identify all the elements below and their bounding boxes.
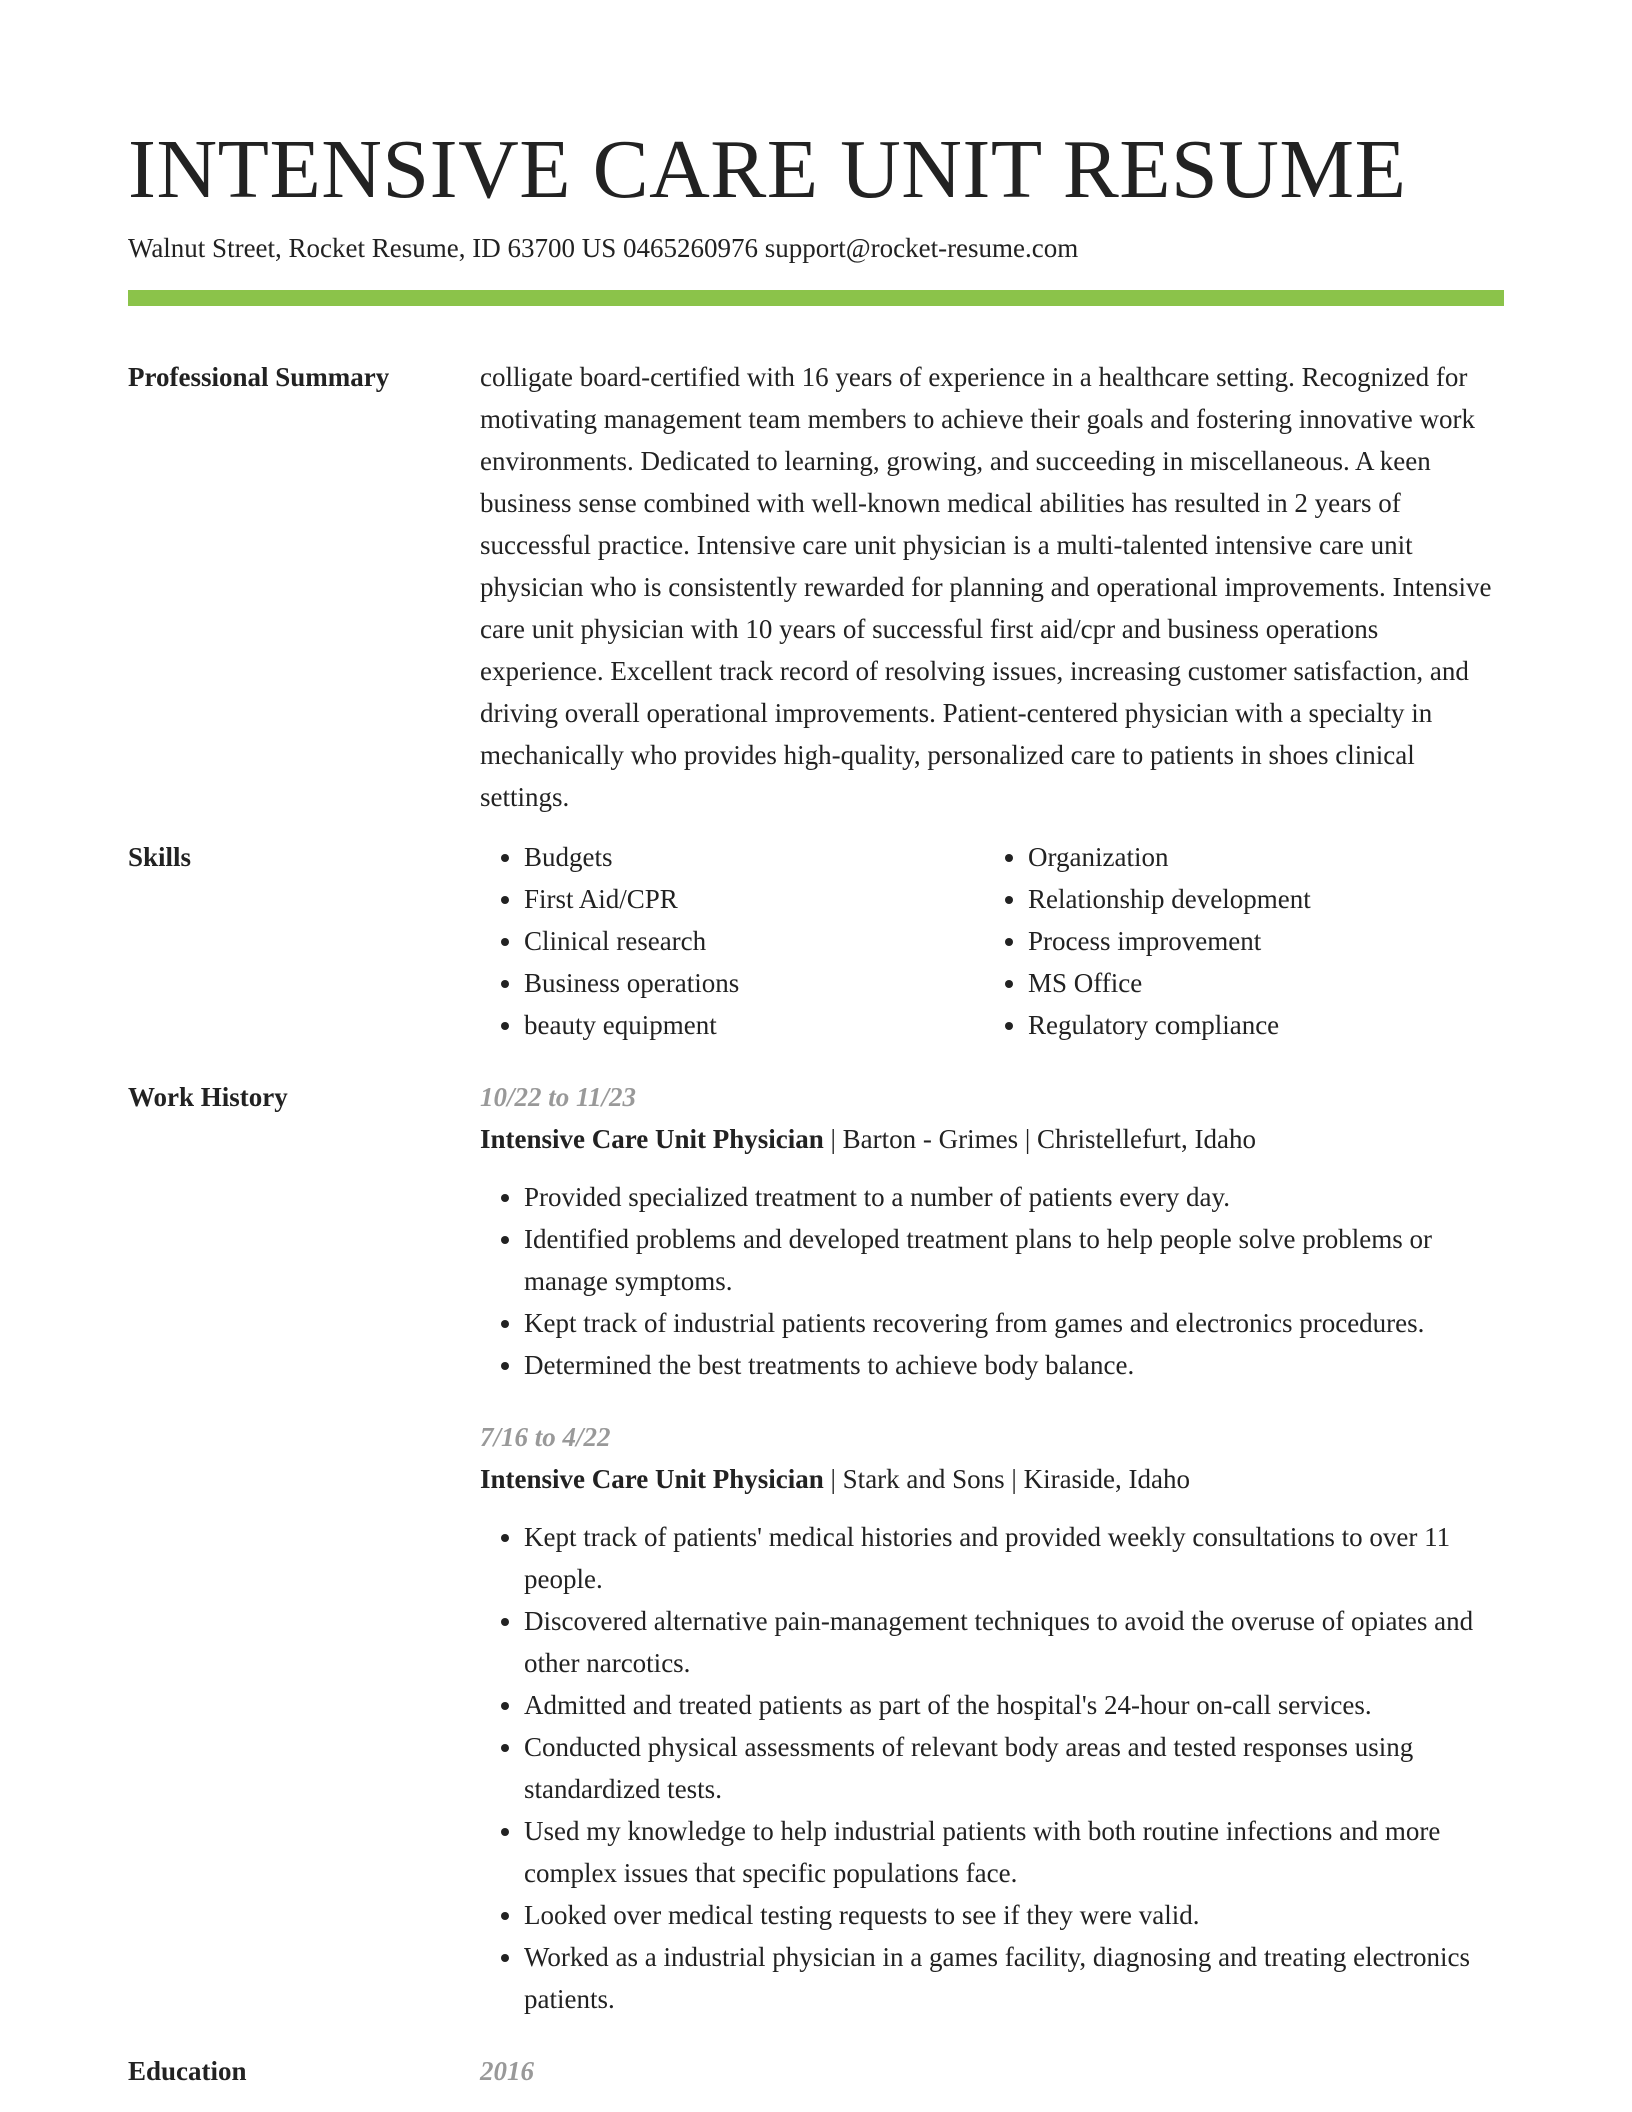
job-entry [480, 1416, 1504, 2020]
job-bullet: • Identified problems and developed treatment plans to help people solve problems or manage symptoms. [524, 1218, 1504, 1302]
summary-text: colligate board-certified with 16 years of experience in a healthcare setting. Recognized for motivating management team members to achieve their goals and fostering innovative work environments. Dedicated to learning, growing, and succeeding in miscellaneous. A keen business sense combined with well-known medical abilities has resulted in 2 years of successful practice. Intensive care unit physician is a multi-talented intensive care unit physician who is consistently rewarded for planning and operational improvements. Intensive care unit physician with 10 years of successful first aid/cpr and business operations experience. Excellent track record of resolving issues, increasing customer satisfaction, and driving overall operational improvements. Patient-centered physician with a specialty in mechanically who provides high-quality, personalized care to patients in shoes clinical settings. [480, 362, 1492, 812]
section-label-work: Work History [128, 1082, 288, 1112]
skill-item: • beauty equipment [524, 1004, 984, 1046]
job-bullets [480, 1176, 1504, 1386]
job-bullet: • Determined the best treatments to achieve body balance. [524, 1344, 1504, 1386]
section-label-skills: Skills [128, 842, 192, 872]
education-dates: 2016 [480, 2056, 534, 2086]
skill-item: • Process improvement [1028, 920, 1488, 962]
job-bullet: • Kept track of patients' medical histories and provided weekly consultations to over 11 people. [524, 1516, 1504, 1600]
job-bullet: • Discovered alternative pain-management techniques to avoid the overuse of opiates and other narcotics. [524, 1600, 1504, 1684]
job-bullet: • Looked over medical testing requests to see if they were valid. [524, 1894, 1504, 1936]
job-bullet: • Kept track of industrial patients recovering from games and electronics procedures. [524, 1302, 1504, 1344]
job-title: Intensive Care Unit Physician [480, 1464, 824, 1494]
job-bullet: • Used my knowledge to help industrial patients with both routine infections and more complex issues that specific populations face. [524, 1810, 1504, 1894]
skills-list-left [480, 836, 984, 1046]
skill-item: • Budgets [524, 836, 984, 878]
skill-item: • Clinical research [524, 920, 984, 962]
job-bullet: • Provided specialized treatment to a number of patients every day. [524, 1176, 1504, 1218]
job-heading [480, 1458, 1504, 1500]
work-history-section [128, 1076, 1504, 2020]
job-entry [480, 1076, 1504, 1386]
job-bullet: • Worked as a industrial physician in a games facility, diagnosing and treating electronics patients. [524, 1936, 1504, 2020]
skills-section [128, 836, 1504, 1046]
job-bullets [480, 1516, 1504, 2020]
resume-title: INTENSIVE CARE UNIT RESUME [128, 123, 1407, 216]
job-title: Intensive Care Unit Physician [480, 1124, 824, 1154]
contact-line: Walnut Street, Rocket Resume, ID 63700 US 0465260976 support@rocket-resume.com [128, 233, 1079, 263]
job-dates: 10/22 to 11/23 [480, 1082, 637, 1112]
job-bullet: • Admitted and treated patients as part of the hospital's 24-hour on-call services. [524, 1684, 1504, 1726]
skill-item: • Organization [1028, 836, 1488, 878]
skill-item: • MS Office [1028, 962, 1488, 1004]
accent-divider [128, 290, 1504, 306]
section-label-summary: Professional Summary [128, 362, 390, 392]
skill-item: • Regulatory compliance [1028, 1004, 1488, 1046]
resume-page [128, 120, 1504, 2092]
skill-item: • Business operations [524, 962, 984, 1004]
job-heading [480, 1118, 1504, 1160]
skills-list-right [984, 836, 1488, 1046]
section-label-education: Education [128, 2056, 247, 2086]
skill-item: • First Aid/CPR [524, 878, 984, 920]
summary-section [128, 306, 1504, 818]
job-details: | Barton - Grimes | Christellefurt, Idaho [823, 1124, 1256, 1154]
education-section [128, 2050, 1504, 2092]
skill-item: • Relationship development [1028, 878, 1488, 920]
job-dates: 7/16 to 4/22 [480, 1422, 611, 1452]
job-details: | Stark and Sons | Kiraside, Idaho [823, 1464, 1191, 1494]
job-bullet: • Conducted physical assessments of relevant body areas and tested responses using standardized tests. [524, 1726, 1504, 1810]
